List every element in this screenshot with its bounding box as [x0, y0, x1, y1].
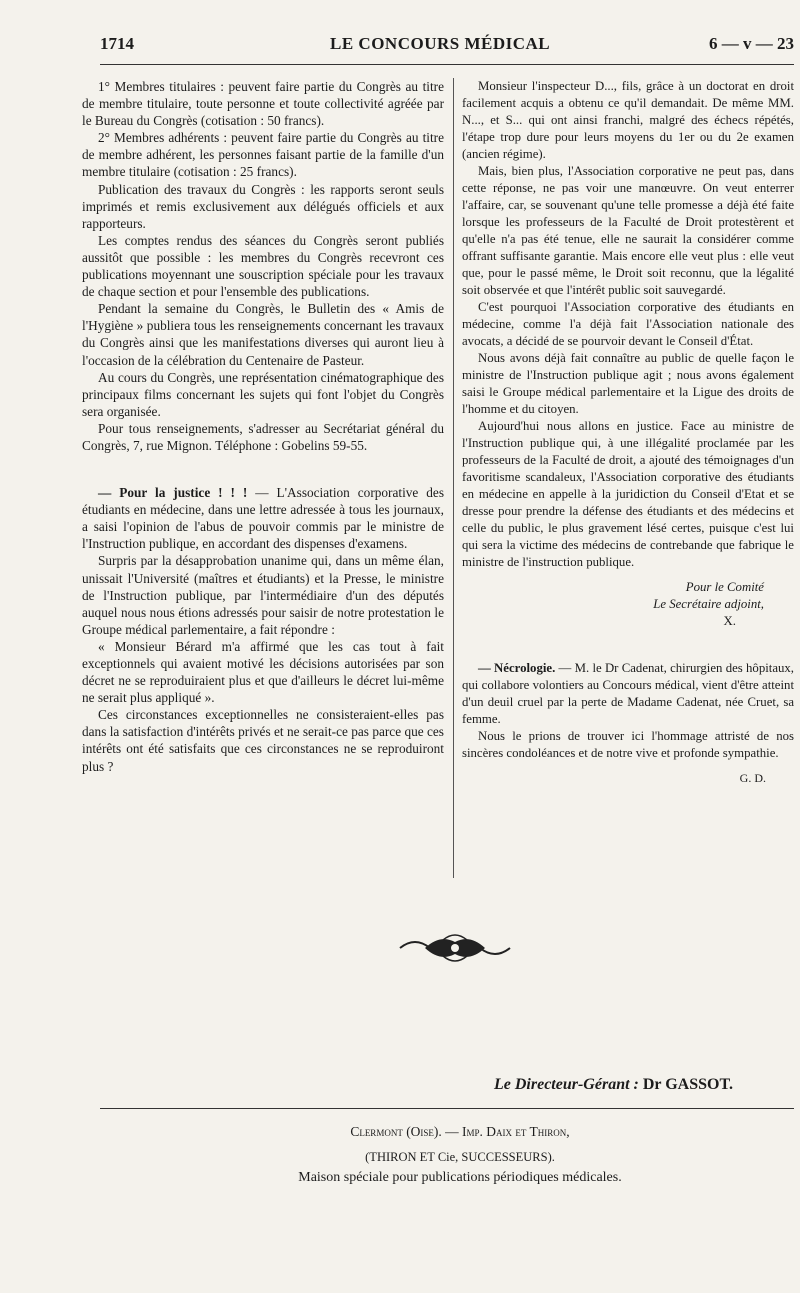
- imprint-line-1: Clermont (Oise). — Imp. Daix et Thiron,: [350, 1124, 570, 1139]
- initials-gd: G. D.: [739, 771, 766, 785]
- paragraph-conseil-etat: C'est pourquoi l'Association corporative des étudiants en médecine, comme l'a déjà fait l'Association nationale des avocats, a décidé de se pourvoir devant le Conseil d'État.: [462, 300, 794, 348]
- signature-secretaire: Le Secrétaire adjoint,: [653, 597, 764, 611]
- footer-rule: [100, 1108, 794, 1109]
- paragraph-comptes-rendus: Les comptes rendus des séances du Congrès seront publiés aussitôt que possible : les membres du Congrès recevront ces publications moyennant une souscription spéciale pour les travaux de chaque section et pour l'ensemble des publications.: [82, 232, 444, 300]
- ornament-flourish-icon: [395, 930, 515, 966]
- imprint-line-2: (THIRON ET Cie, SUCCESSEURS).: [365, 1150, 555, 1164]
- paragraph-circonstances: Ces circonstances exceptionnelles ne consisteraient-elles pas dans la satisfaction d'intérêts privés et ne serait-ce pas parce que ces intérêts ont été satisfaits que ces circonstances ne se reproduiront plus ?: [82, 707, 444, 774]
- paragraph-pour-la-justice: — Pour la justice ! ! ! — L'Association corporative des étudiants en médecine, dans une lettre adressée à tous les journaux, a saisi l'opinion de l'abus de pouvoir commis par le ministre de l'Instruction publique, en accordant des dispenses d'examens.: [82, 485, 444, 552]
- section-title-justice: — Pour la justice ! ! !: [98, 485, 248, 501]
- left-column: [82, 78, 444, 775]
- paragraph-justice: Aujourd'hui nous allons en justice. Face au ministre de l'Instruction publique qui, à une illégalité proclamée par les professeurs de la Faculté de droit, a ajouté des témoignages d'un favoritisme scandaleux, l'Association corporative des étudiants en médecine en appelle à la juridiction du Conseil d'Etat et se dresse pour prendre la défense des étudiants et des médecins et celle du public, le plus gravement lésé certes, puisque c'est lui qui sera la victime des médecins de contrebande que fabrique le ministre de l'instruction publique.: [462, 419, 794, 569]
- director-gerant: Le Directeur-Gérant : Dr GASSOT.: [494, 1076, 733, 1093]
- signature-x: X.: [723, 614, 736, 628]
- imprint-line-3: Maison spéciale pour publications périodiques médicales.: [298, 1170, 622, 1185]
- journal-title: LE CONCOURS MÉDICAL: [330, 34, 551, 53]
- paragraph-membres-titulaires: 1° Membres titulaires : peuvent faire partie du Congrès au titre de membre titulaire, toute personne et toute collectivité agréée par le Bureau du Congrès (cotisation : 50 francs).: [82, 79, 444, 129]
- paragraph-inspecteur: Monsieur l'inspecteur D..., fils, grâce à un doctorat en droit facilement acquis a obtenu ce qu'il demandait. De même MM. N..., et S... qui ont ainsi franchi, malgré des échecs répétés, l'étape trop dure pour leurs moyens du 1er ou du 2e examen (ancien régime).: [462, 79, 794, 161]
- header-rule: [100, 64, 794, 65]
- page-number: 1714: [100, 34, 134, 53]
- paragraph-public: Nous avons déjà fait connaître au public de quelle façon le ministre de l'Instruction publique agit ; nous avons également saisi le Groupe médical parlementaire et la Ligue des droits de l'homme et du citoyen.: [462, 351, 794, 416]
- paragraph-publication: Publication des travaux du Congrès : les rapports seront seuls imprimés et remis exclusivement aux délégués officiels et aux rapporteurs.: [82, 181, 444, 231]
- paragraph-necrologie: — Nécrologie. — M. le Dr Cadenat, chirurgien des hôpitaux, qui collabore volontiers au Concours médical, vient d'être atteint d'un deuil cruel par la perte de Madame Cadenat, née Cruet, sa femme.: [462, 661, 794, 726]
- paragraph-membres-adherents: 2° Membres adhérents : peuvent faire partie du Congrès au titre de membre adhérent, les personnes faisant partie de la famille d'un membre titulaire (cotisation : 25 francs).: [82, 130, 444, 180]
- paragraph-bulletin: Pendant la semaine du Congrès, le Bulletin des « Amis de l'Hygiène » publiera tous les renseignements concernant les travaux du Congrès ainsi que les manifestations diverses qui auront lieu à l'occasion de la célébration du Centenaire de Pasteur.: [82, 301, 444, 368]
- signature-comite: Pour le Comité: [685, 580, 764, 594]
- paragraph-cinema: Au cours du Congrès, une représentation cinématographique des principaux films concernant les sujets qui font l'objet du Congrès sera organisée.: [82, 369, 444, 419]
- right-column: [462, 78, 794, 787]
- section-title-necrologie: — Nécrologie.: [478, 661, 556, 675]
- column-separator: [453, 78, 454, 878]
- paragraph-manoeuvre: Mais, bien plus, l'Association corporative ne peut pas, dans cette réponse, ne pas voir une manœuvre. On veut enterrer l'affaire, car, se souvenant qu'une telle promesse a déjà été faite lorsque les professeurs de la Faculté de Droit protestèrent et qu'elle n'a pas été tenue, elle ne saurait la considérer comme offrant suffisante garantie. Mais encore elle veut plus : elle veut que, pour le passé même, le Droit soit reconnu, que la légalité soit observée et que l'intérêt public soit sauvegardé.: [462, 164, 794, 297]
- page-header: [100, 34, 794, 60]
- paragraph-quote-berard: « Monsieur Bérard m'a affirmé que les cas tout à fait exceptionnels qui avaient motivé les décisions autorisées par son décret ne se reproduiraient plus et que d'ailleurs le décret lui-même ne serait plus appliqué ».: [82, 638, 444, 706]
- issue-date: 6 — v — 23: [709, 34, 794, 53]
- paragraph-renseignements: Pour tous renseignements, s'adresser au Secrétariat général du Congrès, 7, rue Mignon. Téléphone : Gobelins 59-55.: [82, 420, 444, 453]
- paragraph-surpris: Surpris par la désapprobation unanime qui, dans un même élan, unissait l'Université (maîtres et étudiants) et la Presse, le ministre de l'Instruction publique, par l'intermédiaire d'un des députés auquel nous nous étions adressés pour saisir de notre protestation le Groupe médical parlementaire, a fait répondre :: [82, 553, 444, 637]
- director-name: Dr GASSOT.: [642, 1076, 733, 1093]
- paragraph-condoleances: Nous le prions de trouver ici l'hommage attristé de nos sincères condoléances et de notre vive et profonde sympathie.: [462, 729, 794, 760]
